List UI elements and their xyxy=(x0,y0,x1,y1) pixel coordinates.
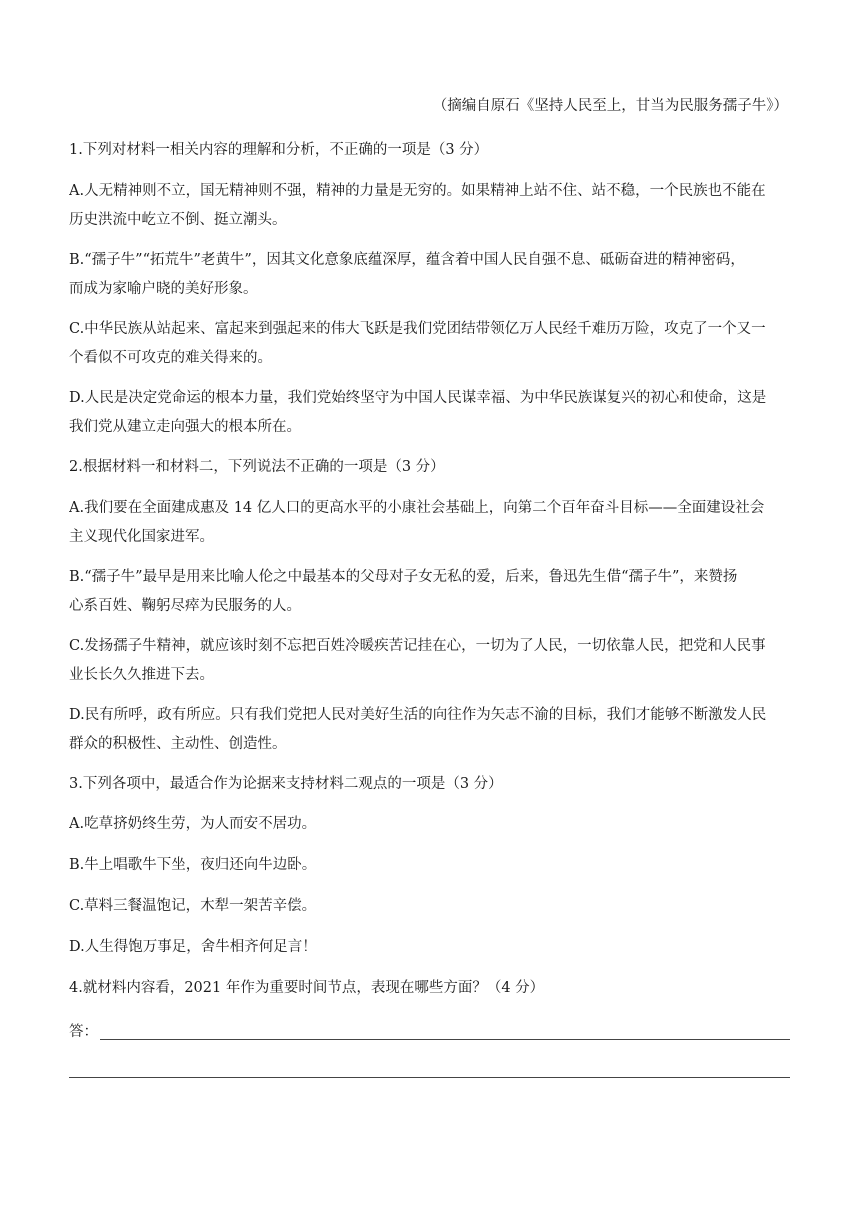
answer-label: 答： xyxy=(69,1024,98,1040)
question-2-option-d-line-1: D.民有所呼，政有所应。只有我们党把人民对美好生活的向往作为矢志不渝的目标，我们才能够不断激发人民 xyxy=(69,707,767,723)
question-1-stem: 1.下列对材料一相关内容的理解和分析，不正确的一项是（3 分） xyxy=(69,142,489,158)
question-1-option-d-line-2: 我们党从建立走向强大的根本所在。 xyxy=(69,419,301,435)
question-3-option-a: A.吃草挤奶终生劳，为人而安不居功。 xyxy=(69,816,317,832)
question-2-option-b-line-2: 心系百姓、鞠躬尽瘁为民服务的人。 xyxy=(69,598,301,614)
question-2-option-c-line-2: 业长长久久推进下去。 xyxy=(69,667,214,683)
question-1-option-c-line-2: 个看似不可攻克的难关得来的。 xyxy=(69,350,272,366)
question-4-stem: 4.就材料内容看，2021 年作为重要时间节点，表现在哪些方面？（4 分） xyxy=(69,980,545,996)
question-1-option-a-line-2: 历史洪流中屹立不倒、挺立潮头。 xyxy=(69,212,287,228)
question-2-option-a-line-1: A.我们要在全面建成惠及 14 亿人口的更高水平的小康社会基础上，向第二个百年奋斗目标——全面建设社会 xyxy=(69,500,765,516)
question-2-option-c-line-1: C.发扬孺子牛精神，就应该时刻不忘把百姓冷暖疾苦记挂在心，一切为了人民，一切依靠人民，把党和人民事 xyxy=(69,638,766,654)
question-2-option-d-line-2: 群众的积极性、主动性、创造性。 xyxy=(69,736,287,752)
question-3-option-b: B.牛上唱歌牛下坐，夜归还向牛边卧。 xyxy=(69,857,317,873)
question-1-option-a-line-1: A.人无精神则不立，国无精神则不强，精神的力量是无穷的。如果精神上站不住、站不稳，一个民族也不能在 xyxy=(69,183,766,199)
question-2-stem: 2.根据材料一和材料二，下列说法不正确的一项是（3 分） xyxy=(69,459,445,475)
question-2-option-b-line-1: B.“孺子牛”最早是用来比喻人伦之中最基本的父母对子女无私的爱，后来，鲁迅先生借“孺子牛”，来赞扬 xyxy=(69,569,738,585)
question-2-option-a-line-2: 主义现代化国家进军。 xyxy=(69,529,214,545)
answer-line-2[interactable] xyxy=(69,1077,790,1078)
question-1-option-d-line-1: D.人民是决定党命运的根本力量，我们党始终坚守为中国人民谋幸福、为中华民族谋复兴的初心和使命，这是 xyxy=(69,390,767,406)
question-1-option-b-line-2: 而成为家喻户晓的美好形象。 xyxy=(69,281,258,297)
answer-line-1[interactable] xyxy=(100,1039,790,1040)
question-3-stem: 3.下列各项中，最适合作为论据来支持材料二观点的一项是（3 分） xyxy=(69,776,503,792)
question-1-option-b-line-1: B.“孺子牛”“拓荒牛”老黄牛”，因其文化意象底蕴深厚，蕴含着中国人民自强不息、砥砺奋进的精神密码， xyxy=(69,252,745,268)
question-3-option-d: D.人生得饱万事足，舍牛相齐何足言！ xyxy=(69,939,317,955)
source-citation: （摘编自原石《坚持人民至上，甘当为民服务孺子牛》） xyxy=(432,98,788,114)
question-3-option-c: C.草料三餐温饱记，木犁一架苦辛偿。 xyxy=(69,898,317,914)
question-1-option-c-line-1: C.中华民族从站起来、富起来到强起来的伟大飞跃是我们党团结带领亿万人民经千难历万险，攻克了一个又一 xyxy=(69,321,766,337)
